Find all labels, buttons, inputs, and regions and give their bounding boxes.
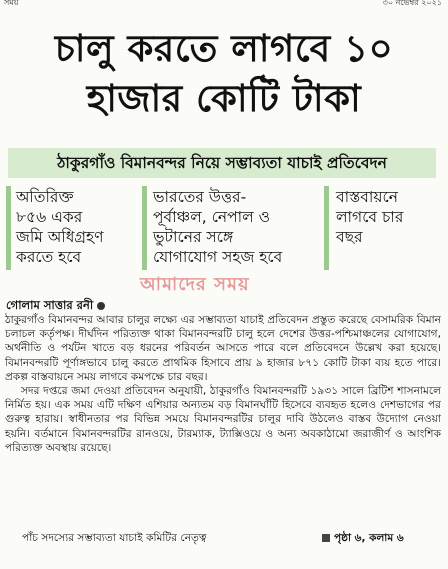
headline [0,24,448,124]
section-label: সময় [4,0,19,7]
paragraph-1: ঠাকুরগাঁও বিমানবন্দর আবার চালুর লক্ষ্যে এর সম্ভাব্যতা যাচাই প্রতিবেদন প্রস্তুত করেছে বেসামরিক বিমান চলাচল কর্তৃপক্ষ। দীর্ঘদিন পরিত্যক্ত থাকা বিমানবন্দরটি চালু হলে দেশের উত্তর-পশ্চিমাঞ্চলের যোগাযোগ, অর্থনীতি ও পর্যটন খাতে বড় ধরনের পরিবর্তন আসতে পারে বলে প্রতিবেদনে উল্লেখ করা হয়েছে। বিমানবন্দরটি পূর্ণাঙ্গভাবে চালু করতে প্রাথমিক হিসাবে প্রায় ৯ হাজার ৮৭১ কোটি টাকা ব্যয় হতে পারে। প্রকল্প বাস্তবায়নে সময় লাগবে কমপক্ষে চার বছর। [5,314,441,383]
bullet-icon [97,302,105,310]
date-label: ৩০ নভেম্বর ২০২১ [382,0,442,7]
highlight-3: বাস্তবায়নে লাগবে চার বছর [336,188,404,246]
square-bullet-icon [322,534,330,542]
paragraph-2: সদর দপ্তরে জমা দেওয়া প্রতিবেদন অনুযায়ী, ঠাকুরগাঁও বিমানবন্দরটি ১৯৩১ সালে ব্রিটিশ শাসনামলে নির্মিত হয়। এক সময় এটি দক্ষিণ এশিয়ার অন্যতম বড় বিমানঘাঁটি হিসেবে ব্যবহৃত হলেও দেশভাগের পর গুরুত্ব হারায়। স্বাধীনতার পর বিভিন্ন সময়ে বিমানবন্দরটির চালুর দাবি উঠলেও বাস্তব উদ্যোগ নেওয়া হয়নি। বর্তমানে বিমানবন্দরটির রানওয়ে, টারম্যাক, ট্যাক্সিওয়ে ও অন্য অবকাঠামো জরাজীর্ণ ও আংশিক পরিত্যক্ত অবস্থায় রয়েছে। [5,385,441,454]
top-strip [0,0,448,10]
article-body [5,313,441,455]
jump-reference[interactable] [322,531,404,548]
highlight-bar-1 [6,186,11,270]
highlight-2: ভারতের উত্তর- পূর্বাঞ্চল, নেপাল ও ভুটানের সঙ্গে যোগাযোগ সহজ হবে [153,188,283,266]
highlight-1: অতিরিক্ত ৮৫৬ একর জমি অধিগ্রহণ করতে হবে [16,188,104,266]
headline-line-1: চালু করতে লাগবে ১০ [54,27,394,70]
continued-line: পাঁচ সদস্যের সম্ভাব্যতা যাচাই কমিটির নেতৃত্ব [22,532,207,544]
highlight-bar-2 [142,186,147,270]
headline-line-2: হাজার কোটি টাকা [86,77,362,120]
publication-watermark: আমাদের সময় [140,274,250,295]
author-name: গোলাম সাত্তার রনী [6,298,94,312]
jump-reference-text: পৃষ্ঠা ৬, কলাম ৬ [334,532,404,544]
subheadline: ঠাকুরগাঁও বিমানবন্দর নিয়ে সম্ভাব্যতা যাচাই প্রতিবেদন [8,148,436,178]
highlight-bar-3 [324,186,329,270]
